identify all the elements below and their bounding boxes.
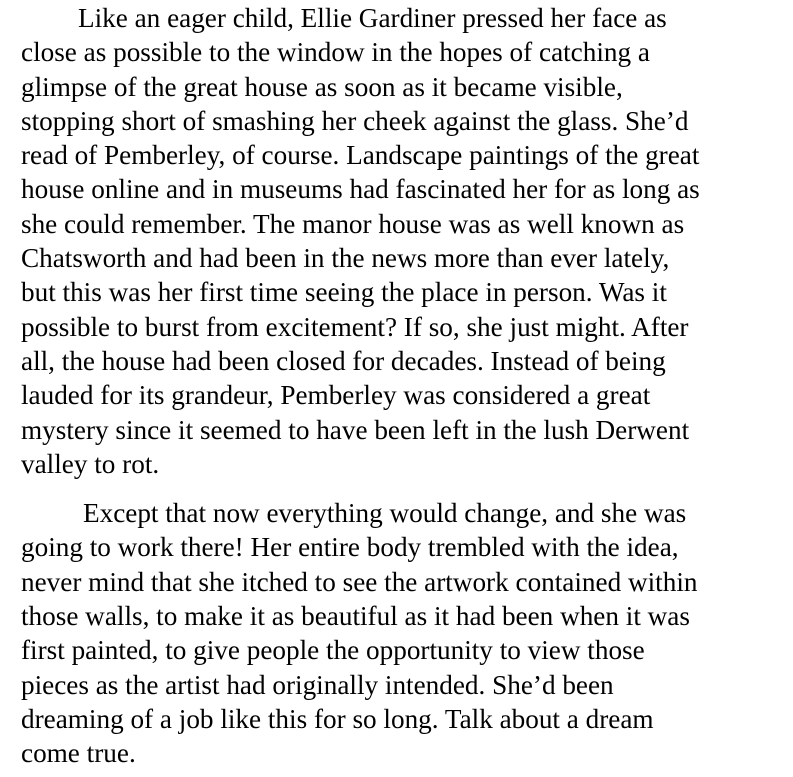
paragraph-2-line-3: never mind that she itched to see the artwork contained within	[21, 566, 698, 597]
paragraph-2-line-4: those walls, to make it as beautiful as it had been when it was	[21, 601, 690, 632]
paragraph-1-line-3: glimpse of the great house as soon as it became visible,	[21, 71, 623, 102]
paragraph-1-line-9: but this was her first time seeing the place in person. Was it	[21, 277, 667, 308]
paragraph-1-line-4: stopping short of smashing her cheek against the glass. She’d	[21, 105, 689, 136]
paragraph-1-line-8: Chatsworth and had been in the news more than ever lately,	[21, 243, 670, 274]
paragraph-2-line-5: first painted, to give people the opportunity to view those	[21, 635, 645, 666]
paragraph-2-line-1: Except that now everything would change, and she was	[83, 498, 687, 529]
paragraph-2	[21, 496, 791, 770]
paragraph-2-line-8: come true.	[21, 738, 136, 769]
paragraph-1-line-7: she could remember. The manor house was as well known as	[21, 208, 685, 239]
paragraph-1-line-14: valley to rot.	[21, 448, 160, 479]
paragraph-2-line-7: dreaming of a job like this for so long. Talk about a dream	[21, 703, 654, 734]
paragraph-1-line-10: possible to burst from excitement? If so, she just might. After	[21, 311, 689, 342]
paragraph-1-line-5: read of Pemberley, of course. Landscape paintings of the great	[21, 140, 700, 171]
paragraph-1-line-1: Like an eager child, Ellie Gardiner pressed her face as	[78, 3, 667, 33]
paragraph-1-line-2: close as possible to the window in the hopes of catching a	[21, 37, 650, 68]
paragraph-1	[21, 1, 791, 481]
paragraph-2-line-2: going to work there! Her entire body trembled with the idea,	[21, 532, 679, 563]
paragraph-2-line-6: pieces as the artist had originally intended. She’d been	[21, 669, 614, 700]
paragraph-1-line-13: mystery since it seemed to have been left in the lush Derwent	[21, 414, 690, 445]
paragraph-1-line-6: house online and in museums had fascinated her for as long as	[21, 174, 700, 205]
paragraph-1-line-12: lauded for its grandeur, Pemberley was considered a great	[21, 380, 651, 411]
paragraph-1-line-11: all, the house had been closed for decades. Instead of being	[21, 345, 666, 376]
document-page	[21, 0, 791, 771]
